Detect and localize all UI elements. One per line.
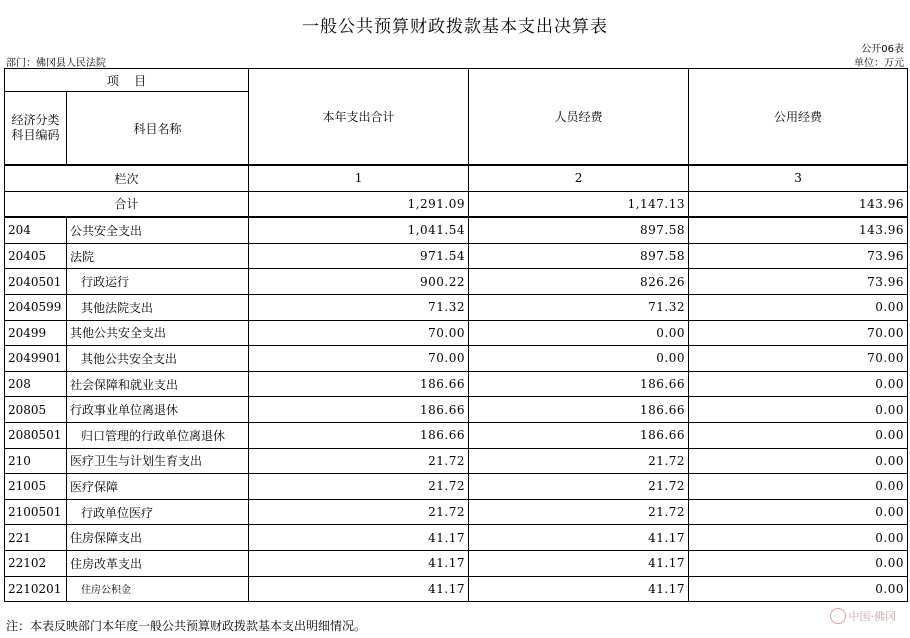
table-row xyxy=(5,499,908,525)
row-code: 20405 xyxy=(5,243,67,269)
row-name: 归口管理的行政单位离退休 xyxy=(67,422,249,448)
row-public: 0.00 xyxy=(689,448,908,474)
row-personnel: 897.58 xyxy=(469,243,689,269)
expenditure-table xyxy=(4,68,908,602)
header-total: 本年支出合计 xyxy=(249,69,469,166)
row-total: 41.17 xyxy=(249,576,469,602)
row-name: 住房改革支出 xyxy=(67,550,249,576)
row-name: 其他公共安全支出 xyxy=(67,346,249,372)
row-code: 21005 xyxy=(5,474,67,500)
row-total: 1,041.54 xyxy=(249,217,469,243)
column-index-label: 栏次 xyxy=(5,165,249,191)
sum-public: 143.96 xyxy=(689,191,908,217)
row-code: 2049901 xyxy=(5,346,67,372)
header-name: 科目名称 xyxy=(67,92,249,166)
row-name: 住房保障支出 xyxy=(67,525,249,551)
row-total: 186.66 xyxy=(249,371,469,397)
row-code: 2100501 xyxy=(5,499,67,525)
row-name: 医疗卫生与计划生育支出 xyxy=(67,448,249,474)
row-code: 208 xyxy=(5,371,67,397)
row-personnel: 897.58 xyxy=(469,217,689,243)
row-name: 法院 xyxy=(67,243,249,269)
table-row xyxy=(5,346,908,372)
table-row xyxy=(5,525,908,551)
row-code: 2210201 xyxy=(5,576,67,602)
row-code: 204 xyxy=(5,217,67,243)
row-name: 住房公积金 xyxy=(67,576,249,602)
row-personnel: 0.00 xyxy=(469,320,689,346)
row-name: 社会保障和就业支出 xyxy=(67,371,249,397)
footnote: 注：本表反映部门本年度一般公共预算财政拨款基本支出明细情况。 xyxy=(6,619,367,633)
row-public: 0.00 xyxy=(689,499,908,525)
table-row xyxy=(5,576,908,602)
watermark xyxy=(830,608,897,624)
row-public: 0.00 xyxy=(689,422,908,448)
page-title: 一般公共预算财政拨款基本支出决算表 xyxy=(302,17,608,37)
row-name: 公共安全支出 xyxy=(67,217,249,243)
row-code: 210 xyxy=(5,448,67,474)
row-personnel: 21.72 xyxy=(469,448,689,474)
row-public: 73.96 xyxy=(689,243,908,269)
row-code: 2040501 xyxy=(5,269,67,295)
table-row xyxy=(5,474,908,500)
sum-label: 合计 xyxy=(5,191,249,217)
row-total: 900.22 xyxy=(249,269,469,295)
row-name: 其他法院支出 xyxy=(67,294,249,320)
table-row xyxy=(5,243,908,269)
row-total: 41.17 xyxy=(249,525,469,551)
table-row xyxy=(5,448,908,474)
row-name: 行政事业单位离退休 xyxy=(67,397,249,423)
row-public: 70.00 xyxy=(689,320,908,346)
row-public: 0.00 xyxy=(689,576,908,602)
row-public: 0.00 xyxy=(689,474,908,500)
table-row xyxy=(5,397,908,423)
header-code: 经济分类 科目编码 xyxy=(5,92,67,166)
column-index-2: 2 xyxy=(469,165,689,191)
row-public: 70.00 xyxy=(689,346,908,372)
unit-label: 单位：万元 xyxy=(854,58,904,69)
row-total: 21.72 xyxy=(249,474,469,500)
column-index-1: 1 xyxy=(249,165,469,191)
row-total: 21.72 xyxy=(249,499,469,525)
row-public: 0.00 xyxy=(689,550,908,576)
table-row xyxy=(5,422,908,448)
row-personnel: 186.66 xyxy=(469,422,689,448)
row-name: 其他公共安全支出 xyxy=(67,320,249,346)
sum-personnel: 1,147.13 xyxy=(469,191,689,217)
sum-row xyxy=(5,191,908,217)
row-total: 41.17 xyxy=(249,550,469,576)
row-name: 行政运行 xyxy=(67,269,249,295)
sum-total: 1,291.09 xyxy=(249,191,469,217)
row-personnel: 41.17 xyxy=(469,550,689,576)
row-public: 143.96 xyxy=(689,217,908,243)
row-code: 20499 xyxy=(5,320,67,346)
row-code: 20805 xyxy=(5,397,67,423)
row-name: 行政单位医疗 xyxy=(67,499,249,525)
row-total: 21.72 xyxy=(249,448,469,474)
row-public: 0.00 xyxy=(689,397,908,423)
row-public: 0.00 xyxy=(689,294,908,320)
table-row xyxy=(5,550,908,576)
row-personnel: 41.17 xyxy=(469,525,689,551)
row-name: 医疗保障 xyxy=(67,474,249,500)
column-index-3: 3 xyxy=(689,165,908,191)
row-total: 971.54 xyxy=(249,243,469,269)
row-personnel: 41.17 xyxy=(469,576,689,602)
column-index-row xyxy=(5,165,908,191)
row-personnel: 21.72 xyxy=(469,474,689,500)
form-number: 公开06表 xyxy=(861,44,904,55)
header-item: 项 目 xyxy=(5,69,249,92)
row-public: 73.96 xyxy=(689,269,908,295)
row-public: 0.00 xyxy=(689,371,908,397)
row-code: 22102 xyxy=(5,550,67,576)
seal-icon xyxy=(830,608,846,624)
row-total: 186.66 xyxy=(249,397,469,423)
table-row xyxy=(5,294,908,320)
table-row xyxy=(5,217,908,243)
row-total: 70.00 xyxy=(249,320,469,346)
row-personnel: 186.66 xyxy=(469,397,689,423)
header-public: 公用经费 xyxy=(689,69,908,166)
row-personnel: 0.00 xyxy=(469,346,689,372)
row-code: 2080501 xyxy=(5,422,67,448)
row-code: 2040599 xyxy=(5,294,67,320)
row-personnel: 21.72 xyxy=(469,499,689,525)
header-personnel: 人员经费 xyxy=(469,69,689,166)
table-row xyxy=(5,320,908,346)
department-label: 部门：佛冈县人民法院 xyxy=(6,58,106,69)
row-total: 186.66 xyxy=(249,422,469,448)
row-total: 70.00 xyxy=(249,346,469,372)
row-personnel: 186.66 xyxy=(469,371,689,397)
row-total: 71.32 xyxy=(249,294,469,320)
row-code: 221 xyxy=(5,525,67,551)
row-public: 0.00 xyxy=(689,525,908,551)
row-personnel: 71.32 xyxy=(469,294,689,320)
watermark-text: 中国·佛冈 xyxy=(848,610,896,623)
table-row xyxy=(5,371,908,397)
table-row xyxy=(5,269,908,295)
row-personnel: 826.26 xyxy=(469,269,689,295)
